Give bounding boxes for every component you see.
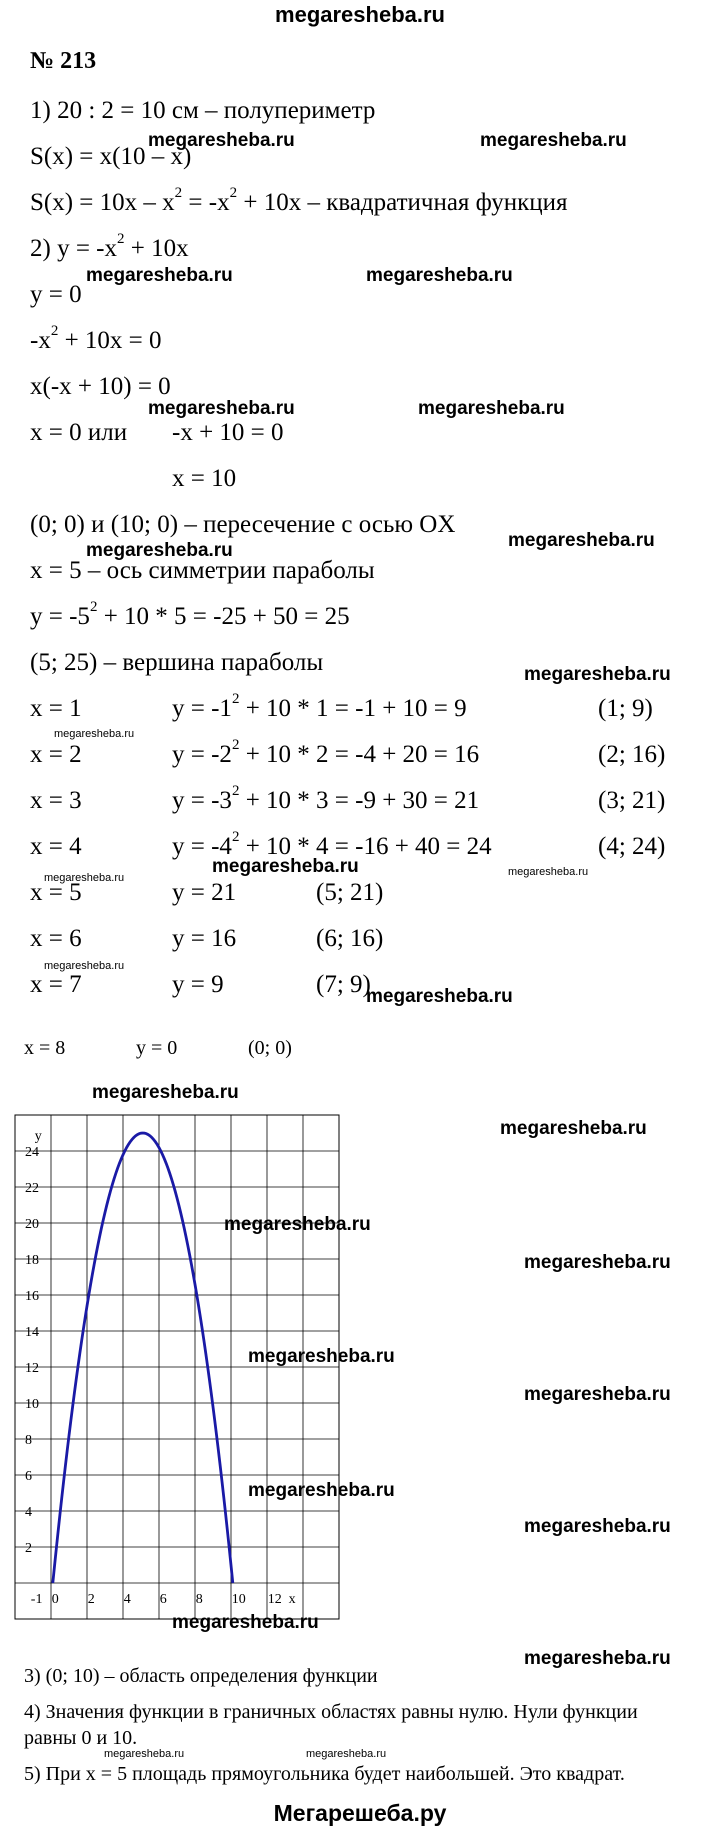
table-row-y: y = 0 — [136, 1037, 178, 1059]
y-axis-label: y — [34, 1129, 42, 1145]
site-footer: Мегарешеба.ру — [273, 1800, 447, 1826]
table-row-point: (1; 9) — [598, 695, 653, 722]
watermark: megaresheba.ru — [248, 1346, 395, 1367]
watermark: megaresheba.ru — [366, 265, 513, 286]
watermark: megaresheba.ru — [148, 398, 295, 419]
watermark: megaresheba.ru — [418, 398, 565, 419]
watermark: megaresheba.ru — [104, 1748, 185, 1760]
y-tick-label: 16 — [25, 1289, 39, 1304]
watermark: megaresheba.ru — [366, 986, 513, 1007]
conclusion-5: 5) При x = 5 площадь прямоугольника будет наибольшей. Это квадрат. — [24, 1763, 625, 1785]
x-tick-label: 6 — [159, 1592, 167, 1607]
site-header: megaresheba.ru — [275, 2, 445, 27]
watermark: megaresheba.ru — [524, 1384, 671, 1405]
x-tick-label: 8 — [195, 1592, 203, 1607]
x-tick-label: 10 — [231, 1592, 246, 1607]
watermark: megaresheba.ru — [524, 1252, 671, 1273]
solution-line-12: $y = -5^2 + 10 * 5 = -25 + 50 = 25$ — [30, 598, 350, 630]
conclusion-4-line-2: равны 0 и 10. — [24, 1727, 138, 1749]
problem-number: № 213 — [30, 48, 97, 74]
table-row-x: x = 5 — [30, 879, 82, 906]
watermark: megaresheba.ru — [500, 1118, 647, 1139]
y-tick-label: 14 — [25, 1325, 39, 1340]
solution-line-6: $-x^2 + 10x = 0$ — [30, 322, 162, 354]
table-row-point: (3; 21) — [598, 787, 666, 814]
watermark: megaresheba.ru — [306, 1748, 387, 1760]
table-row-point: (6; 16) — [316, 925, 384, 952]
conclusion-4-line-1: 4) Значения функции в граничных областях равны нулю. Нули функции — [24, 1701, 638, 1723]
solution-line-2: S(x) = x(10 – x) — [30, 143, 192, 170]
table-row-x: x = 7 — [30, 971, 82, 998]
solution-line-8a: x = 0 или — [30, 419, 128, 446]
solution-line-4: 2) $y = -x^2 + 10x$ — [30, 230, 189, 262]
table-row-y: $y = -3^2 + 10 * 3 = -9 + 30 = 21$ — [172, 782, 480, 814]
solution-line-8b: -x + 10 = 0 — [172, 419, 284, 446]
watermark: megaresheba.ru — [172, 1612, 319, 1633]
y-tick-label: 24 — [25, 1145, 39, 1160]
table-row-point: (7; 9) — [316, 971, 371, 998]
y-tick-label: 4 — [25, 1505, 32, 1520]
watermark: megaresheba.ru — [248, 1480, 395, 1501]
y-tick-label: 10 — [25, 1397, 39, 1412]
watermark: megaresheba.ru — [508, 866, 589, 878]
watermark: megaresheba.ru — [524, 1648, 671, 1669]
watermark: megaresheba.ru — [524, 664, 671, 685]
solution-line-10: (0; 0) и (10; 0) – пересечение с осью OX — [30, 511, 456, 538]
y-tick-label: 12 — [25, 1361, 39, 1376]
watermark: megaresheba.ru — [86, 265, 233, 286]
table-row-point: (2; 16) — [598, 741, 666, 768]
watermark: megaresheba.ru — [54, 728, 135, 740]
table-row-x: x = 2 — [30, 741, 82, 768]
table-row-y: y = 21 — [172, 879, 237, 906]
y-tick-label: 18 — [25, 1253, 39, 1268]
solution-line-13: (5; 25) – вершина параболы — [30, 649, 324, 676]
table-row-x: x = 6 — [30, 925, 82, 952]
watermark: megaresheba.ru — [44, 872, 125, 884]
watermark: megaresheba.ru — [44, 960, 125, 972]
watermark: megaresheba.ru — [480, 130, 627, 151]
conclusion-3: 3) (0; 10) – область определения функции — [24, 1665, 378, 1687]
table-row-y: $y = -2^2 + 10 * 2 = -4 + 20 = 16$ — [172, 736, 480, 768]
y-tick-label: 22 — [25, 1181, 39, 1196]
table-row-x: x = 8 — [24, 1037, 66, 1059]
table-row-y: $y = -4^2 + 10 * 4 = -16 + 40 = 24$ — [172, 828, 492, 860]
solution-line-5: y = 0 — [30, 281, 82, 308]
watermark: megaresheba.ru — [224, 1214, 371, 1235]
watermark: megaresheba.ru — [524, 1516, 671, 1537]
y-tick-label: 2 — [25, 1541, 32, 1556]
solution-line-3: $S(x) = 10x - x^2 = -x^2 + 10x$ – квадратичная функция — [30, 184, 568, 216]
parabola-curve — [53, 1133, 233, 1583]
x-tick-label: 4 — [123, 1592, 131, 1607]
y-tick-label: 6 — [25, 1469, 32, 1484]
table-row-x: x = 1 — [30, 695, 82, 722]
solution-line-11: x = 5 – ось симметрии параболы — [30, 557, 375, 584]
watermark: megaresheba.ru — [212, 856, 359, 877]
table-row-y: y = 9 — [172, 971, 224, 998]
x-tick-label: 12 — [267, 1592, 282, 1607]
watermark: megaresheba.ru — [148, 130, 295, 151]
solution-line-7: x(-x + 10) = 0 — [30, 373, 171, 400]
watermark: megaresheba.ru — [86, 540, 233, 561]
solution-line-1: 1) 20 : 2 = 10 см – полупериметр — [30, 97, 376, 124]
table-row-point: (5; 21) — [316, 879, 384, 906]
solution-line-9: x = 10 — [172, 465, 237, 492]
table-row-point: (4; 24) — [598, 833, 666, 860]
table-row-y: y = 16 — [172, 925, 237, 952]
x-tick-label: -1 — [30, 1592, 43, 1607]
watermark: megaresheba.ru — [508, 530, 655, 551]
x-tick-label: 2 — [87, 1592, 95, 1607]
x-tick-label: 0 — [51, 1592, 59, 1607]
y-tick-label: 8 — [25, 1433, 32, 1448]
table-row-x: x = 3 — [30, 787, 82, 814]
table-row-x: x = 4 — [30, 833, 82, 860]
watermark: megaresheba.ru — [92, 1082, 239, 1103]
table-row-point: (0; 0) — [248, 1037, 292, 1059]
x-axis-label: x — [288, 1592, 296, 1607]
y-tick-label: 20 — [25, 1217, 39, 1232]
table-row-y: $y = -1^2 + 10 * 1 = -1 + 10 = 9$ — [172, 690, 467, 722]
